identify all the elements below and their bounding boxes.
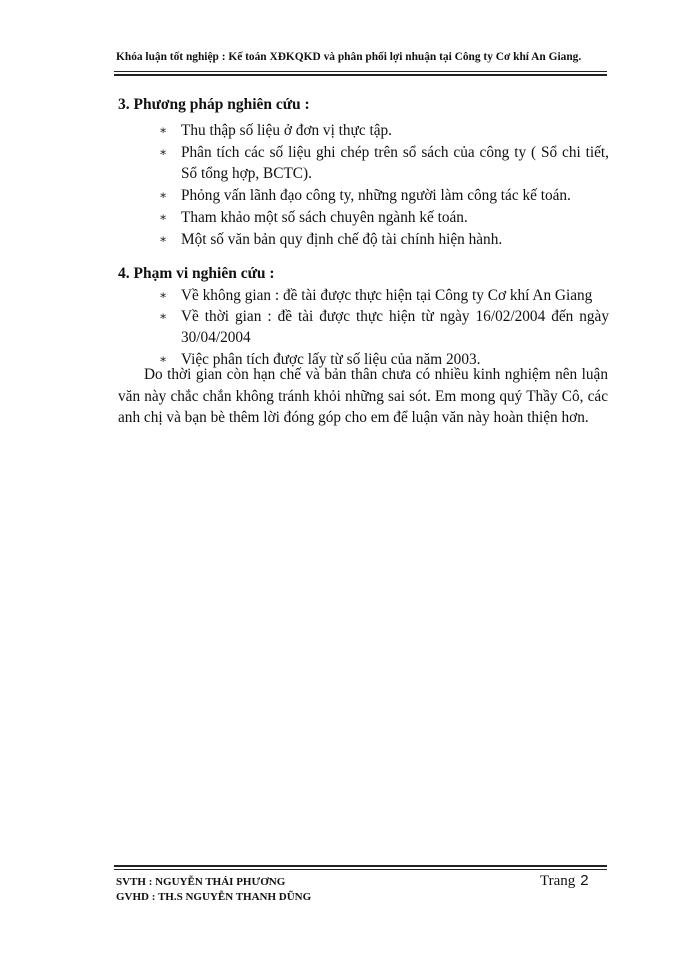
scope-list (159, 285, 609, 370)
list-item: ∗ Một số văn bản quy định chế độ tài chính hiện hành. (159, 231, 503, 248)
footer-advisor: GVHD : TH.S NGUYỄN THANH DŨNG (116, 891, 312, 903)
page-label: Trang (540, 873, 576, 889)
list-item: ∗ Việc phân tích được lấy từ số liệu của năm 2003. (159, 351, 481, 368)
list-item: ∗ Về thời gian : đề tài được thực hiện từ ngày 16/02/2004 đến ngày 30/04/2004 (159, 308, 609, 346)
header-rule-thin (114, 71, 607, 72)
asterisk-bullet-icon: ∗ (159, 123, 168, 137)
list-item: ∗ Phân tích các số liệu ghi chép trên sổ sách của công ty ( Sổ chi tiết, Sổ tổng hợp, BCTC). (159, 144, 609, 182)
section-heading: 4. Phạm vi nghiên cứu : (118, 265, 275, 282)
page-number (540, 872, 589, 890)
closing-paragraph: Do thời gian còn hạn chế và bản thân chưa có nhiều kinh nghiệm nên luận văn này chắc chắn không tránh khỏi những sai sót. Em mong quý Thầy Cô, các anh chị và bạn bè thêm lời đóng góp cho em để luận văn này hoàn thiện hơn. (118, 366, 608, 426)
list-item: ∗ Phỏng vấn lãnh đạo công ty, những người làm công tác kế toán. (159, 187, 571, 204)
list-item: ∗ Về không gian : đề tài được thực hiện tại Công ty Cơ khí An Giang (159, 287, 593, 304)
footer-rule-thin (114, 869, 607, 870)
methods-list (159, 120, 609, 250)
asterisk-bullet-icon: ∗ (159, 188, 168, 202)
asterisk-bullet-icon: ∗ (159, 210, 168, 224)
list-item: ∗ Thu thập số liệu ở đơn vị thực tập. (159, 122, 392, 139)
header-title: Khóa luận tốt nghiệp : Kế toán XĐKQKD và phân phối lợi nhuận tại Công ty Cơ khí An Giang. (116, 51, 582, 63)
footer-student: SVTH : NGUYỄN THÁI PHƯƠNG (116, 876, 286, 888)
list-item: ∗ Tham khảo một số sách chuyên ngành kế toán. (159, 209, 468, 226)
header-rule-thick (114, 74, 607, 76)
section-heading: 3. Phương pháp nghiên cứu : (118, 96, 310, 113)
asterisk-bullet-icon: ∗ (159, 145, 168, 159)
page-number-value: 2 (580, 872, 589, 889)
asterisk-bullet-icon: ∗ (159, 232, 168, 246)
asterisk-bullet-icon: ∗ (159, 288, 168, 302)
asterisk-bullet-icon: ∗ (159, 309, 168, 323)
asterisk-bullet-icon: ∗ (159, 352, 168, 366)
footer-rule-thick (114, 865, 607, 867)
